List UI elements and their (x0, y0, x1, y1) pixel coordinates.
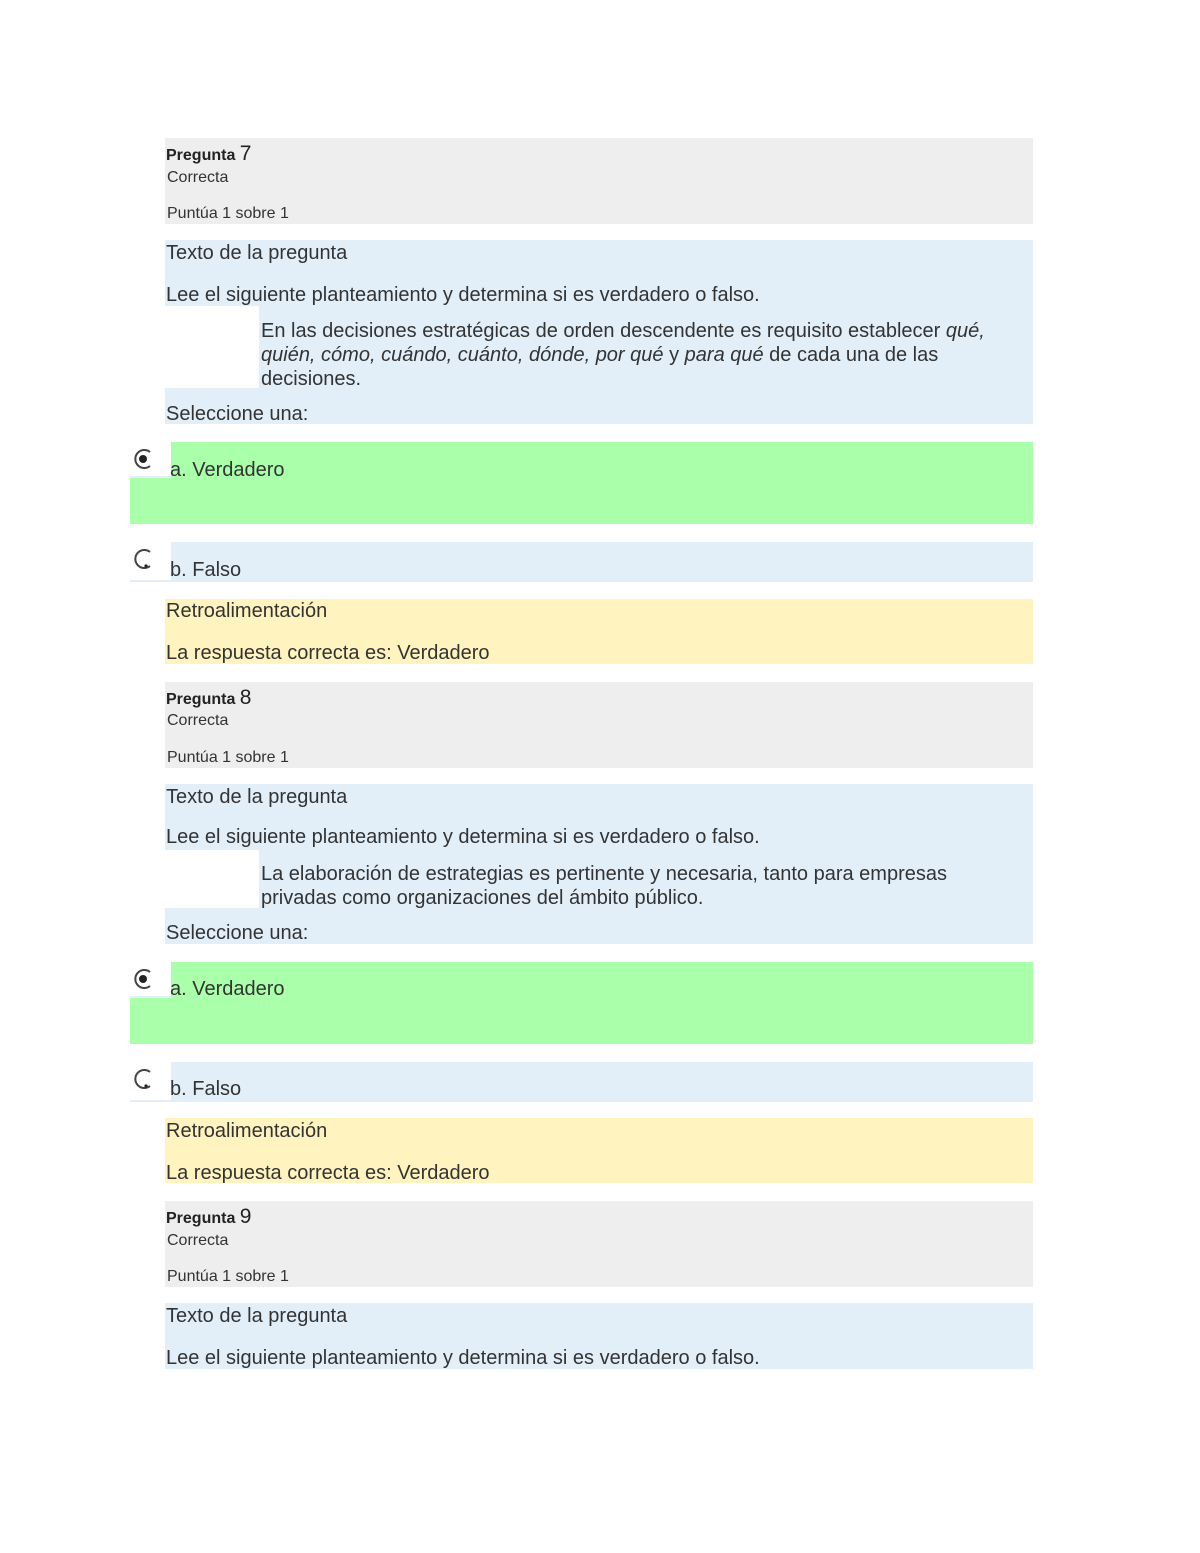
question-8-option-a-bar (130, 998, 171, 1044)
radio-unselected-icon[interactable] (130, 546, 156, 572)
statement-part: En las decisiones estratégicas de orden descendente es requisito establecer (261, 320, 946, 342)
statement-part: y (663, 344, 685, 366)
question-9-title (166, 1205, 251, 1229)
question-8-option-b-label: b. Falso (170, 1078, 242, 1100)
question-8-option-a-line (130, 996, 171, 998)
question-7-option-b-label: b. Falso (170, 559, 242, 581)
radio-selected-icon[interactable] (130, 446, 156, 472)
question-7-select-label: Seleccione una: (166, 403, 309, 425)
question-7-option-a-line (130, 476, 171, 478)
question-8-number: 8 (239, 686, 252, 709)
radio-selected-icon[interactable] (130, 966, 156, 992)
question-8-text-header: Texto de la pregunta (166, 786, 348, 808)
question-7-text-header: Texto de la pregunta (166, 242, 348, 264)
statement-part: qué, quién, cómo, cuándo, cuánto, dónde, por qué (261, 320, 985, 366)
question-7-indent-gap (165, 306, 259, 388)
question-7-info-panel (165, 138, 1033, 224)
question-8-instruction: Lee el siguiente planteamiento y determina si es verdadero o falso. (166, 826, 760, 848)
question-8-option-b[interactable] (171, 1062, 1033, 1102)
question-7-statement (261, 319, 1021, 391)
question-7-score: Puntúa 1 sobre 1 (167, 205, 289, 222)
question-8-status: Correcta (167, 712, 229, 729)
question-9-info-panel (165, 1201, 1033, 1287)
question-8-title-label: Pregunta (166, 691, 236, 708)
statement-part: La elaboración de estrategias es pertinente y necesaria, tanto para empresas privadas como organizaciones del ámbito público. (261, 863, 947, 909)
question-7-instruction: Lee el siguiente planteamiento y determina si es verdadero o falso. (166, 284, 760, 306)
question-7-number: 7 (239, 142, 252, 165)
radio-unselected-icon[interactable] (130, 1066, 156, 1092)
question-7-feedback-header: Retroalimentación (166, 600, 328, 622)
question-9-status: Correcta (167, 1232, 229, 1249)
question-8-feedback-header: Retroalimentación (166, 1120, 328, 1142)
question-8-statement (261, 862, 1001, 910)
statement-part: de cada una de las decisiones. (261, 344, 939, 390)
question-7-status: Correcta (167, 169, 229, 186)
question-7-option-a[interactable] (171, 442, 1033, 524)
question-9-instruction: Lee el siguiente planteamiento y determina si es verdadero o falso. (166, 1347, 760, 1369)
question-7-option-b[interactable] (171, 542, 1033, 582)
question-9-number: 9 (239, 1205, 252, 1228)
question-8-option-a[interactable] (171, 962, 1033, 1044)
question-9-score: Puntúa 1 sobre 1 (167, 1268, 289, 1285)
question-8-indent-gap (165, 850, 259, 908)
question-8-score: Puntúa 1 sobre 1 (167, 749, 289, 766)
question-7-option-a-label: a. Verdadero (170, 459, 285, 481)
question-7-option-a-bar (130, 478, 171, 524)
question-7-feedback-text: La respuesta correcta es: Verdadero (166, 642, 490, 664)
statement-part: para qué (684, 344, 764, 366)
question-8-option-a-label: a. Verdadero (170, 978, 285, 1000)
question-9-text-header: Texto de la pregunta (166, 1305, 348, 1327)
question-8-info-panel (165, 682, 1033, 768)
question-8-select-label: Seleccione una: (166, 922, 309, 944)
question-8-option-b-line (130, 1100, 171, 1102)
question-7-option-b-line (130, 580, 171, 582)
question-8-feedback-text: La respuesta correcta es: Verdadero (166, 1162, 490, 1184)
question-7-title-label: Pregunta (166, 147, 236, 164)
question-8-title (166, 686, 251, 710)
question-9-title-label: Pregunta (166, 1210, 236, 1227)
question-7-title (166, 142, 251, 166)
